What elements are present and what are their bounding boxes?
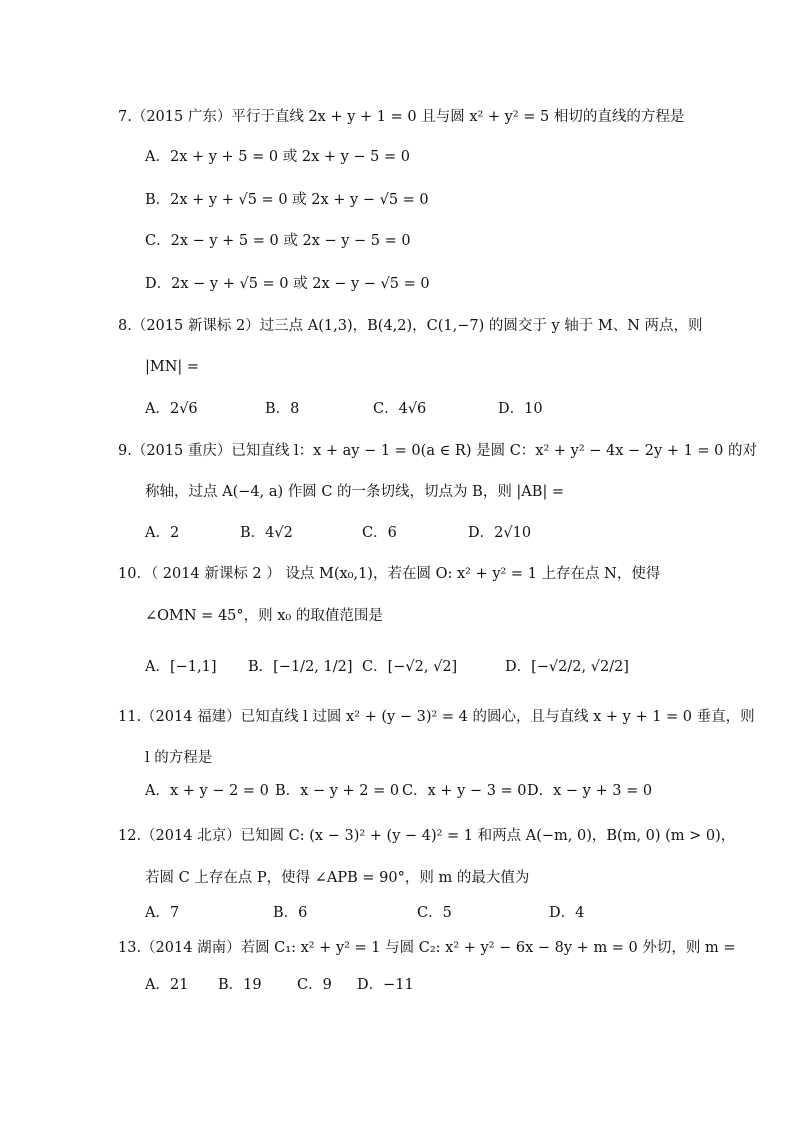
question-7-option-d: D．2x − y + √5 = 0 或 2x − y − √5 = 0 (145, 276, 430, 292)
question-11-stem-continued: l 的方程是 (145, 750, 213, 766)
question-9-option-b: B．4√2 (240, 525, 293, 541)
question-7-option-b: B．2x + y + √5 = 0 或 2x + y − √5 = 0 (145, 192, 429, 208)
question-11-option-b: B．x − y + 2 = 0 (275, 783, 400, 799)
question-8-option-a: A．2√6 (145, 401, 198, 417)
question-10-option-b: B．[−1/2, 1/2] (248, 659, 353, 675)
question-12-stem-continued: 若圆 C 上存在点 P，使得 ∠APB = 90°，则 m 的最大值为 (145, 870, 530, 886)
question-8-stem-continued: |MN| = (145, 359, 200, 375)
question-12-option-b: B．6 (273, 905, 308, 921)
question-13-option-a: A．21 (145, 977, 189, 993)
question-12-option-c: C．5 (417, 905, 452, 921)
question-10-option-c: C．[−√2, √2] (362, 659, 458, 675)
question-7-option-a: A．2x + y + 5 = 0 或 2x + y − 5 = 0 (145, 149, 410, 165)
question-9-option-c: C．6 (362, 525, 397, 541)
question-13-option-c: C．9 (297, 977, 332, 993)
question-13-option-b: B．19 (218, 977, 262, 993)
question-12-option-a: A．7 (145, 905, 180, 921)
question-7-option-c: C．2x − y + 5 = 0 或 2x − y − 5 = 0 (145, 233, 411, 249)
question-10-stem-continued: ∠OMN = 45°，则 x₀ 的取值范围是 (145, 608, 383, 624)
question-9-option-d: D．2√10 (468, 525, 532, 541)
question-11-stem: 11.（2014 福建）已知直线 l 过圆 x² + (y − 3)² = 4 的圆心，且与直线 x + y + 1 = 0 垂直，则 (118, 709, 755, 725)
question-7-stem: 7.（2015 广东）平行于直线 2x + y + 1 = 0 且与圆 x² + y² = 5 相切的直线的方程是 (118, 109, 685, 125)
question-10-stem: 10．（ 2014 新课标 2 ） 设点 M(x₀,1)，若在圆 O: x² + y² = 1 上存在点 N，使得 (118, 566, 661, 582)
question-11-option-d: D．x − y + 3 = 0 (527, 783, 653, 799)
question-9-stem-continued: 称轴，过点 A(−4, a) 作圆 C 的一条切线，切点为 B，则 |AB| = (145, 484, 565, 500)
question-8-option-d: D．10 (498, 401, 543, 417)
question-12-stem: 12.（2014 北京）已知圆 C: (x − 3)² + (y − 4)² = 1 和两点 A(−m, 0)，B(m, 0) (m > 0)， (118, 828, 736, 844)
question-13-stem: 13.（2014 湖南）若圆 C₁: x² + y² = 1 与圆 C₂: x² + y² − 6x − 8y + m = 0 外切，则 m = (118, 940, 736, 956)
question-10-option-d: D．[−√2/2, √2/2] (505, 659, 629, 675)
question-11-option-c: C．x + y − 3 = 0 (402, 783, 527, 799)
question-11-option-a: A．x + y − 2 = 0 (145, 783, 269, 799)
question-8-stem: 8.（2015 新课标 2）过三点 A(1,3)，B(4,2)，C(1,−7) 的圆交于 y 轴于 M、N 两点，则 (118, 318, 703, 334)
question-9-stem: 9.（2015 重庆）已知直线 l：x + ay − 1 = 0(a ∈ R) 是圆 C：x² + y² − 4x − 2y + 1 = 0 的对 (118, 443, 758, 459)
question-12-option-d: D．4 (549, 905, 585, 921)
question-13-option-d: D．−11 (357, 977, 414, 993)
question-9-option-a: A．2 (145, 525, 180, 541)
question-8-option-b: B．8 (265, 401, 300, 417)
question-8-option-c: C．4√6 (373, 401, 427, 417)
question-10-option-a: A．[−1,1] (145, 659, 217, 675)
